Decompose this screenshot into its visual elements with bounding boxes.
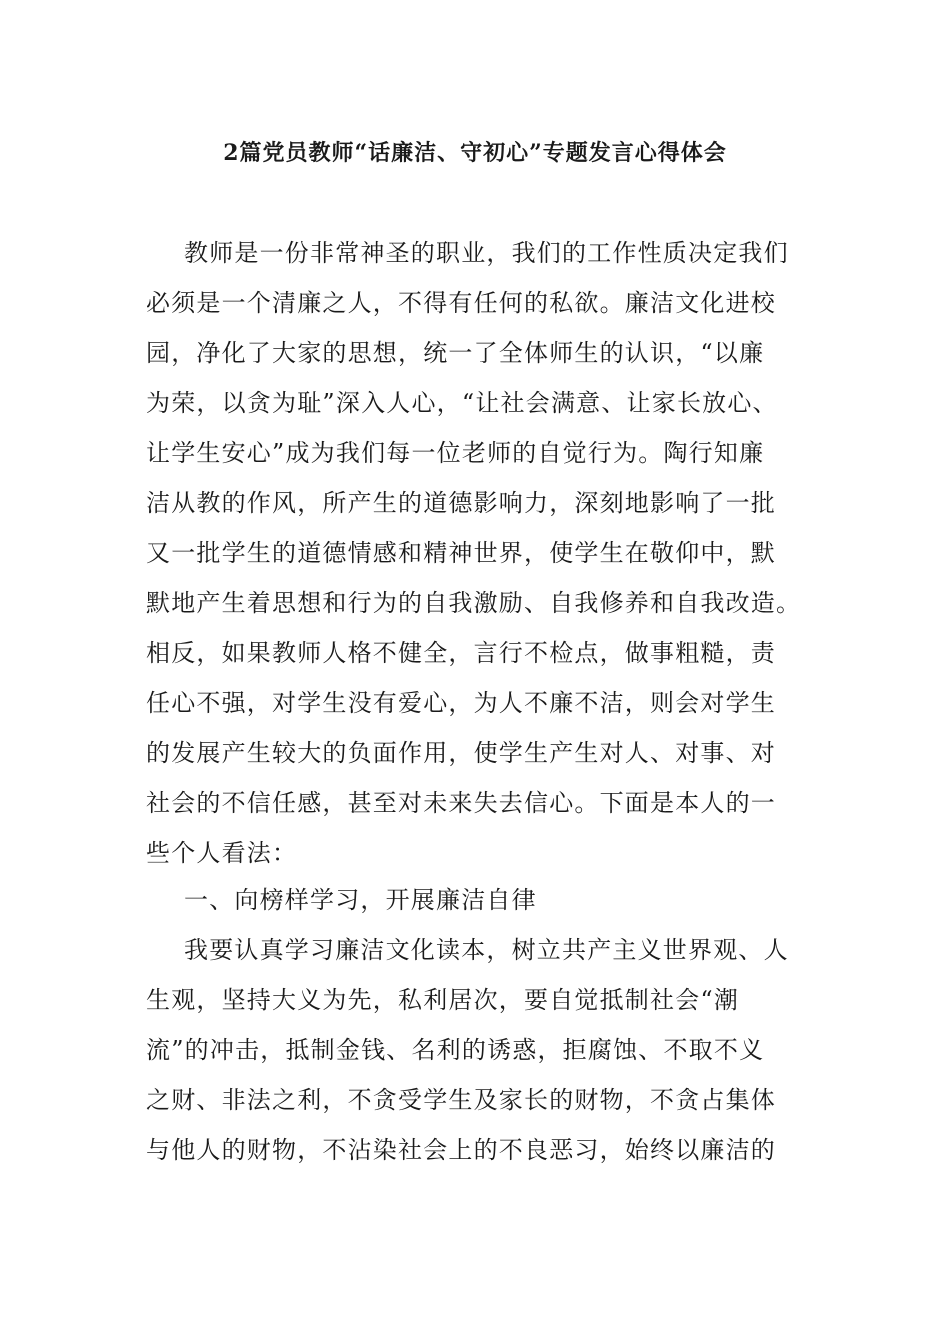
paragraph-line: 些个人看法： xyxy=(146,839,298,867)
paragraph-line: 任心不强，对学生没有爱心，为人不廉不洁，则会对学生 xyxy=(146,689,776,717)
paragraph-line: 洁从教的作风，所产生的道德影响力，深刻地影响了一批 xyxy=(146,489,776,517)
paragraph-line: 默地产生着思想和行为的自我激励、自我修养和自我改造。 xyxy=(146,589,802,617)
paragraph-line: 又一批学生的道德情感和精神世界，使学生在敬仰中，默 xyxy=(146,539,776,567)
paragraph-line: 之财、非法之利，不贪受学生及家长的财物，不贪占集体 xyxy=(146,1086,776,1114)
paragraph-line: 我要认真学习廉洁文化读本，树立共产主义世界观、人 xyxy=(184,936,789,964)
paragraph-line: 园，净化了大家的思想，统一了全体师生的认识，“以廉 xyxy=(146,339,765,367)
paragraph-line: 生观，坚持大义为先，私利居次，要自觉抵制社会“潮 xyxy=(146,986,740,1014)
paragraph-line: 与他人的财物，不沾染社会上的不良恶习，始终以廉洁的 xyxy=(146,1136,776,1164)
paragraph-line: 社会的不信任感，甚至对未来失去信心。下面是本人的一 xyxy=(146,789,776,817)
paragraph-line: 流”的冲击，抵制金钱、名利的诱惑，拒腐蚀、不取不义 xyxy=(146,1036,765,1064)
paragraph-line: 必须是一个清廉之人，不得有任何的私欲。廉洁文化进校 xyxy=(146,289,776,317)
paragraph-line: 让学生安心”成为我们每一位老师的自觉行为。陶行知廉 xyxy=(146,439,765,467)
paragraph-line: 教师是一份非常神圣的职业，我们的工作性质决定我们 xyxy=(184,239,789,267)
paragraph-line: 相反，如果教师人格不健全，言行不检点，做事粗糙，责 xyxy=(146,639,776,667)
paragraph-line: 的发展产生较大的负面作用，使学生产生对人、对事、对 xyxy=(146,739,776,767)
section-heading: 一、向榜样学习，开展廉洁自律 xyxy=(184,886,537,914)
document-title: 2篇党员教师“话廉洁、守初心”专题发言心得体会 xyxy=(223,140,727,166)
paragraph-line: 为荣，以贪为耻”深入人心，“让社会满意、让家长放心、 xyxy=(146,389,778,417)
